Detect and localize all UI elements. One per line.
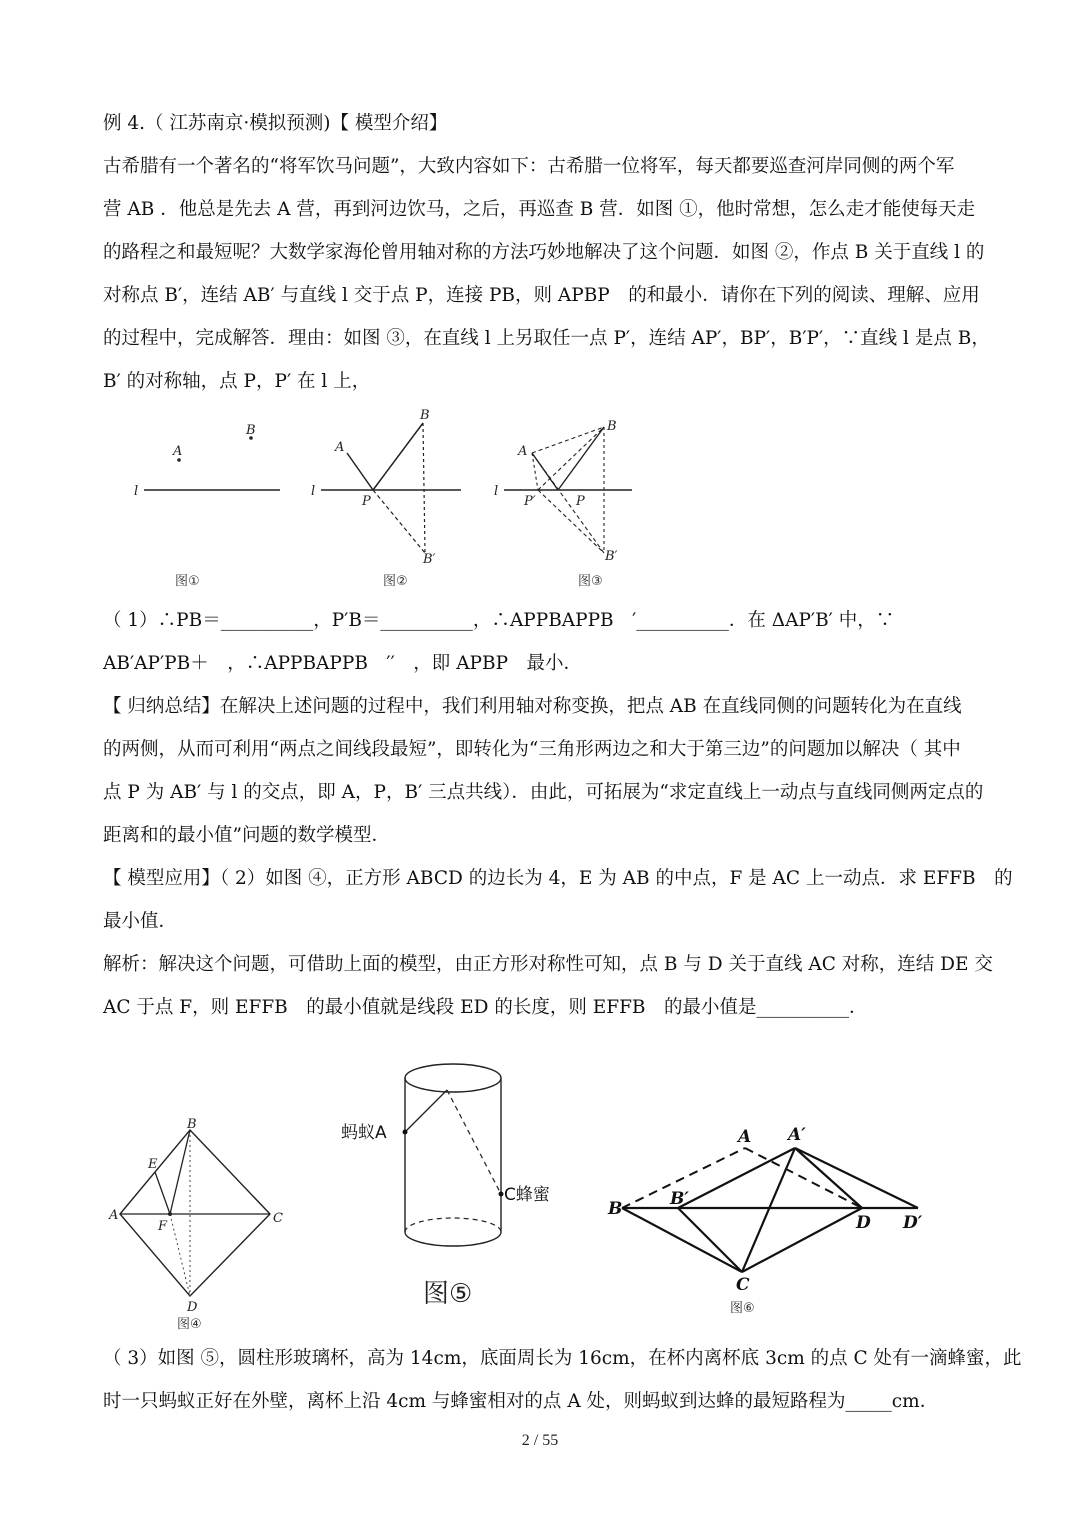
figure-1 (130, 410, 290, 595)
segment-pb (373, 423, 423, 490)
label-dprime: D′ (903, 1213, 923, 1233)
text-line-question-3: （ 3）如图 ⑤，圆柱形玻璃杯，高为 14cm，底面周长为 16cm，在杯内离杯底 3cm 的点 C 处有一滴蜂蜜，此 (103, 1348, 1022, 1369)
point-c (499, 1192, 504, 1197)
label-pprime: P′ (524, 494, 536, 509)
label-b: B (607, 419, 617, 434)
label-d: D (856, 1213, 871, 1233)
segment-ab (532, 427, 604, 453)
label-bprime: B′ (670, 1189, 689, 1209)
segment-cd (742, 1208, 862, 1272)
cylinder-top (405, 1064, 501, 1092)
point-a (403, 1130, 408, 1135)
cylinder-bottom-back (405, 1218, 501, 1232)
label-e: E (148, 1157, 158, 1172)
label-f: F (158, 1219, 168, 1234)
label-b: B (420, 408, 430, 423)
segment-apprime (532, 453, 538, 490)
figure-6 (600, 1120, 940, 1320)
label-aprime: A′ (788, 1125, 806, 1145)
label-l: l (134, 484, 139, 499)
label-a: A (109, 1208, 119, 1223)
segment-pprime-bprime (538, 490, 604, 553)
label-a: A (173, 444, 183, 459)
label-l: l (311, 484, 316, 499)
figure-2 (305, 405, 470, 595)
square-abcd (120, 1130, 270, 1296)
text-line: 距离和的最小值”问题的数学模型． (103, 825, 390, 846)
text-line: 的两侧，从而可利用“两点之间线段最短”，即转化为“三角形两边之和大于第三边”的问题加以解决（ 其中 (103, 739, 961, 760)
segment-bbprime (423, 423, 425, 553)
text-line: 的过程中，完成解答．理由：如图 ③，在直线 l 上另取任一点 P′，连结 AP′，BP′，B′P′，∵直线 l 是点 B， (103, 328, 990, 349)
segment-ap (347, 453, 373, 490)
point-f (168, 1212, 172, 1216)
segment-pbprime (373, 490, 425, 553)
label-b: B (608, 1199, 623, 1219)
label-b: B (187, 1118, 197, 1132)
text-line-question-1: （ 1）∴PB＝__________，P′B＝__________，∴APPBAPPB ′__________．在 ΔAP′B′ 中，∵ (103, 610, 895, 631)
label-d: D (187, 1300, 198, 1315)
text-line: 时一只蚂蚁正好在外壁，离杯上沿 4cm 与蜂蜜相对的点 A 处，则蚂蚁到达蜂的最短路程为_____cm． (103, 1391, 939, 1412)
caption-fig3: 图③ (578, 574, 603, 589)
label-bprime: B′ (605, 549, 618, 564)
text-line-example-title: 例 4.（ 江苏南京·模拟预测)【 模型介绍】 (103, 113, 448, 134)
label-p: P (576, 494, 585, 509)
label-a: A (738, 1127, 752, 1147)
figure-4 (105, 1118, 295, 1333)
cylinder-bottom-front (405, 1232, 501, 1246)
path-a-to-rim (405, 1090, 447, 1132)
text-line: 的路程之和最短呢？大数学家海伦曾用轴对称的方法巧妙地解决了这个问题．如图 ②，作点 B 关于直线 l 的 (103, 242, 985, 263)
label-c: C (273, 1211, 283, 1226)
text-line: 点 P 为 AB′ 与 l 的交点，即 A，P，B′ 三点共线）．由此，可拓展为“求定直线上一动点与直线同侧两定点的 (103, 782, 984, 803)
caption-fig2: 图② (383, 574, 408, 589)
label-a: A (518, 444, 528, 459)
segment-bprime-c (678, 1208, 742, 1272)
text-line: AC 于点 F，则 EFFB 的最小值就是线段 ED 的长度，则 EFFB 的最小值是__________． (103, 997, 868, 1018)
figure-3 (490, 405, 650, 595)
label-c: C (736, 1275, 750, 1295)
label-a: A (335, 440, 345, 455)
caption-fig4: 图④ (177, 1317, 202, 1332)
label-b: B (246, 423, 256, 438)
text-line: B′ 的对称轴，点 P，P′ 在 l 上， (103, 371, 371, 392)
caption-fig1: 图① (175, 574, 200, 589)
text-line: 营 AB ．他总是先去 A 营，再到河边饮马，之后，再巡查 B 营．如图 ①，他时常想，怎么走才能使每天走 (103, 199, 976, 220)
segment-pprime-b (538, 427, 604, 490)
text-line-analysis: 解析：解决这个问题，可借助上面的模型，由正方形对称性可知，点 B 与 D 关于直线 AC 对称，连结 DE 交 (103, 954, 993, 975)
segment-ef (155, 1172, 170, 1214)
caption-fig6: 图⑥ (730, 1301, 755, 1316)
label-p: P (362, 494, 371, 509)
segment-pb (558, 427, 604, 490)
segment-aprime-dprime (795, 1148, 918, 1208)
label-ant: 蚂蚁A (341, 1123, 387, 1143)
text-line: AB′AP′PB＋ ，∴APPBAPPB ′′ ，即 APBP 最小． (103, 653, 583, 674)
figure-5 (335, 1050, 580, 1310)
label-honey: C蜂蜜 (504, 1185, 550, 1205)
text-line: 最小值． (103, 911, 178, 932)
text-line-summary: 【 归纳总结】在解决上述问题的过程中，我们利用轴对称变换，把点 AB 在直线同侧的问题转化为在直线 (103, 696, 962, 717)
text-line: 古希腊有一个著名的“将军饮马问题”，大致内容如下：古希腊一位将军，每天都要巡查河岸同侧的两个军 (103, 156, 955, 177)
label-bprime: B′ (423, 552, 436, 567)
segment-aprime-c (742, 1148, 795, 1272)
text-line-question-2: 【 模型应用】（ 2）如图 ④，正方形 ABCD 的边长为 4，E 为 AB 的中点，F 是 AC 上一动点．求 EFFB 的 (103, 868, 1013, 889)
label-l: l (494, 484, 499, 499)
segment-bc (622, 1208, 742, 1272)
segment-bprime-aprime (678, 1148, 795, 1208)
text-line: 对称点 B′，连结 AB′ 与直线 l 交于点 P，连接 PB，则 APBP 的和最小．请你在下列的阅读、理解、应用 (103, 285, 980, 306)
caption-fig5: 图⑤ (423, 1279, 473, 1309)
page-number: 2 / 55 (521, 1432, 559, 1449)
path-rim-to-c (447, 1090, 501, 1194)
